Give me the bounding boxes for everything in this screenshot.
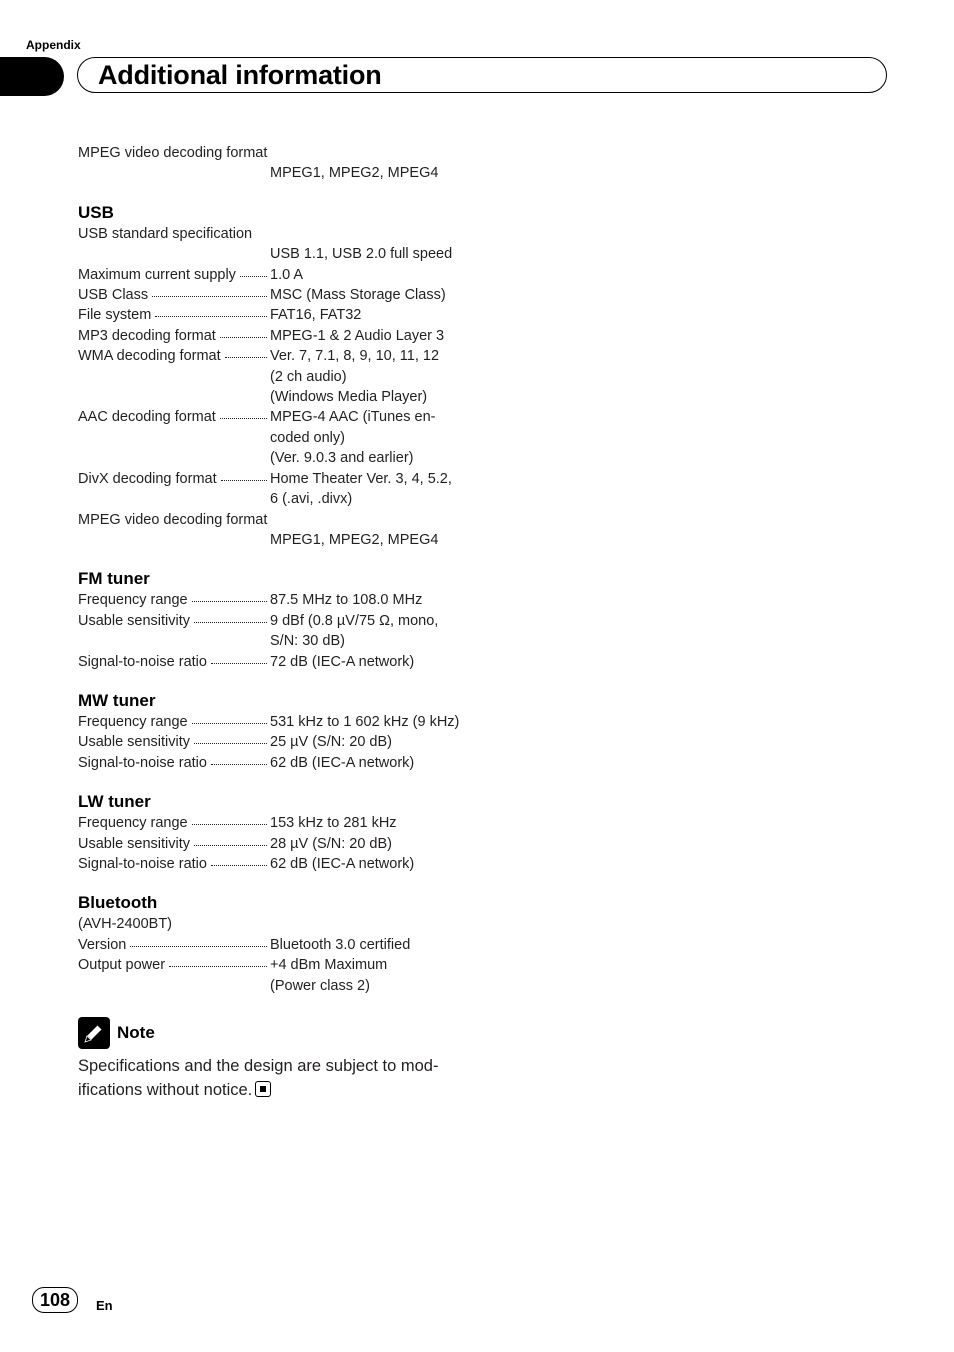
spec-value-line: 9 dBf (0.8 µV/75 Ω, mono, [270, 612, 439, 629]
spec-label: USB standard specification [78, 225, 253, 242]
spec-value: MPEG1, MPEG2, MPEG4 [270, 165, 439, 182]
leader-dots [155, 316, 267, 317]
section-label: Appendix [26, 38, 81, 52]
spec-value: 87.5 MHz to 108.0 MHz [270, 592, 423, 609]
spec-value: MPEG1, MPEG2, MPEG4 [270, 531, 439, 548]
spec-label: MPEG video decoding format [78, 145, 268, 161]
spec-row [78, 305, 478, 325]
spec-value-line: (Windows Media Player) [270, 389, 428, 406]
spec-value-line: Home Theater Ver. 3, 4, 5.2, [270, 470, 452, 487]
leader-dots [192, 601, 267, 602]
spec-label: Maximum current supply [78, 266, 236, 283]
leader-dots [220, 337, 267, 338]
spec-value: Bluetooth 3.0 certified [270, 936, 411, 953]
spec-row [78, 346, 478, 407]
model-label: (AVH-2400BT) [78, 916, 173, 933]
spec-row [78, 590, 478, 610]
leader-dots [211, 865, 267, 866]
fm-heading: FM tuner [78, 569, 150, 589]
spec-label: Usable sensitivity [78, 835, 191, 852]
spec-value: 28 µV (S/N: 20 dB) [270, 835, 392, 852]
spec-value: 72 dB (IEC-A network) [270, 653, 415, 670]
spec-row [78, 326, 478, 346]
title-bar [77, 57, 887, 93]
leader-dots [211, 764, 267, 765]
spec-value: MSC (Mass Storage Class) [270, 287, 446, 304]
spec-label: Frequency range [78, 592, 188, 609]
spec-row [78, 285, 478, 305]
spec-row [78, 530, 478, 550]
spec-value: 1.0 A [270, 266, 304, 283]
spec-value: 62 dB (IEC-A network) [270, 855, 415, 872]
spec-row [78, 712, 478, 732]
lw-section [78, 791, 478, 874]
spec-label: Signal-to-noise ratio [78, 754, 207, 771]
spec-label: Usable sensitivity [78, 612, 191, 629]
spec-label: Usable sensitivity [78, 734, 191, 751]
note-title: Note [117, 1022, 155, 1042]
mw-section [78, 690, 478, 773]
spec-value-line: Ver. 7, 7.1, 8, 9, 10, 11, 12 [270, 348, 440, 365]
spec-label: DivX decoding format [78, 470, 217, 487]
leader-dots [221, 480, 267, 481]
spec-value-line: S/N: 30 dB) [270, 633, 345, 650]
spec-row [78, 955, 478, 996]
end-mark-icon [255, 1081, 271, 1097]
language-label: En [96, 1298, 113, 1313]
pencil-note-icon [78, 1017, 110, 1049]
spec-value-line: (2 ch audio) [270, 368, 347, 385]
spec-value: 531 kHz to 1 602 kHz (9 kHz) [270, 713, 460, 730]
usb-section [78, 202, 478, 551]
spec-value-line: (Ver. 9.0.3 and earlier) [270, 450, 414, 467]
spec-value [270, 469, 478, 510]
spec-row [78, 813, 478, 833]
spec-row [78, 854, 478, 874]
spec-value [270, 955, 478, 996]
spec-value-line: +4 dBm Maximum [270, 957, 388, 974]
spec-label: File system [78, 307, 152, 324]
leader-dots [240, 276, 267, 277]
spec-label: Signal-to-noise ratio [78, 653, 207, 670]
spec-row [78, 407, 478, 468]
section-tab [0, 57, 64, 96]
intro-section [78, 143, 478, 184]
leader-dots [152, 296, 267, 297]
leader-dots [194, 743, 267, 744]
spec-value: MPEG-1 & 2 Audio Layer 3 [270, 327, 445, 344]
leader-dots [130, 946, 267, 947]
fm-section [78, 568, 478, 672]
leader-dots [220, 418, 267, 419]
page-number: 108 [32, 1287, 78, 1313]
spec-label: Signal-to-noise ratio [78, 855, 207, 872]
note-block [78, 1016, 478, 1102]
mw-heading: MW tuner [78, 690, 156, 710]
spec-value: FAT16, FAT32 [270, 307, 362, 324]
page-title: Additional information [98, 60, 382, 90]
leader-dots [211, 663, 267, 664]
spec-label: WMA decoding format [78, 348, 221, 365]
spec-row [78, 611, 478, 652]
spec-row [78, 265, 478, 285]
lw-heading: LW tuner [78, 792, 151, 812]
note-paragraph [78, 1054, 473, 1102]
spec-content [78, 143, 478, 1102]
spec-value: 153 kHz to 281 kHz [270, 815, 397, 832]
spec-row [78, 163, 478, 183]
spec-value [270, 407, 478, 468]
spec-label: USB Class [78, 287, 149, 304]
note-header [78, 1016, 478, 1050]
spec-label: Output power [78, 957, 166, 974]
leader-dots [225, 357, 267, 358]
spec-value-line: (Power class 2) [270, 977, 370, 994]
leader-dots [194, 845, 267, 846]
spec-row [78, 732, 478, 752]
bluetooth-heading: Bluetooth [78, 893, 158, 913]
spec-value-line: MPEG-4 AAC (iTunes en- [270, 409, 436, 426]
spec-label: Version [78, 936, 127, 953]
spec-row [78, 834, 478, 854]
note-text: Specifications and the design are subject to mod-ifications without notice. [78, 1057, 439, 1099]
spec-value: 25 µV (S/N: 20 dB) [270, 734, 392, 751]
leader-dots [192, 723, 267, 724]
spec-label: MP3 decoding format [78, 327, 216, 344]
leader-dots [194, 622, 267, 623]
spec-label: MPEG video decoding format [78, 511, 268, 528]
spec-value: 62 dB (IEC-A network) [270, 754, 415, 771]
spec-row [78, 753, 478, 773]
bluetooth-section [78, 892, 478, 996]
leader-dots [192, 824, 267, 825]
spec-label: AAC decoding format [78, 409, 216, 426]
spec-value-line: coded only) [270, 429, 345, 446]
spec-value-line: 6 (.avi, .divx) [270, 491, 353, 508]
leader-dots [169, 966, 267, 967]
spec-value [270, 611, 478, 652]
spec-row [78, 652, 478, 672]
spec-row [78, 935, 478, 955]
spec-value: USB 1.1, USB 2.0 full speed [270, 246, 453, 263]
spec-row [78, 469, 478, 510]
spec-label: Frequency range [78, 815, 188, 832]
spec-value [270, 346, 478, 407]
spec-label: Frequency range [78, 713, 188, 730]
spec-row [78, 244, 478, 264]
usb-heading: USB [78, 202, 114, 222]
